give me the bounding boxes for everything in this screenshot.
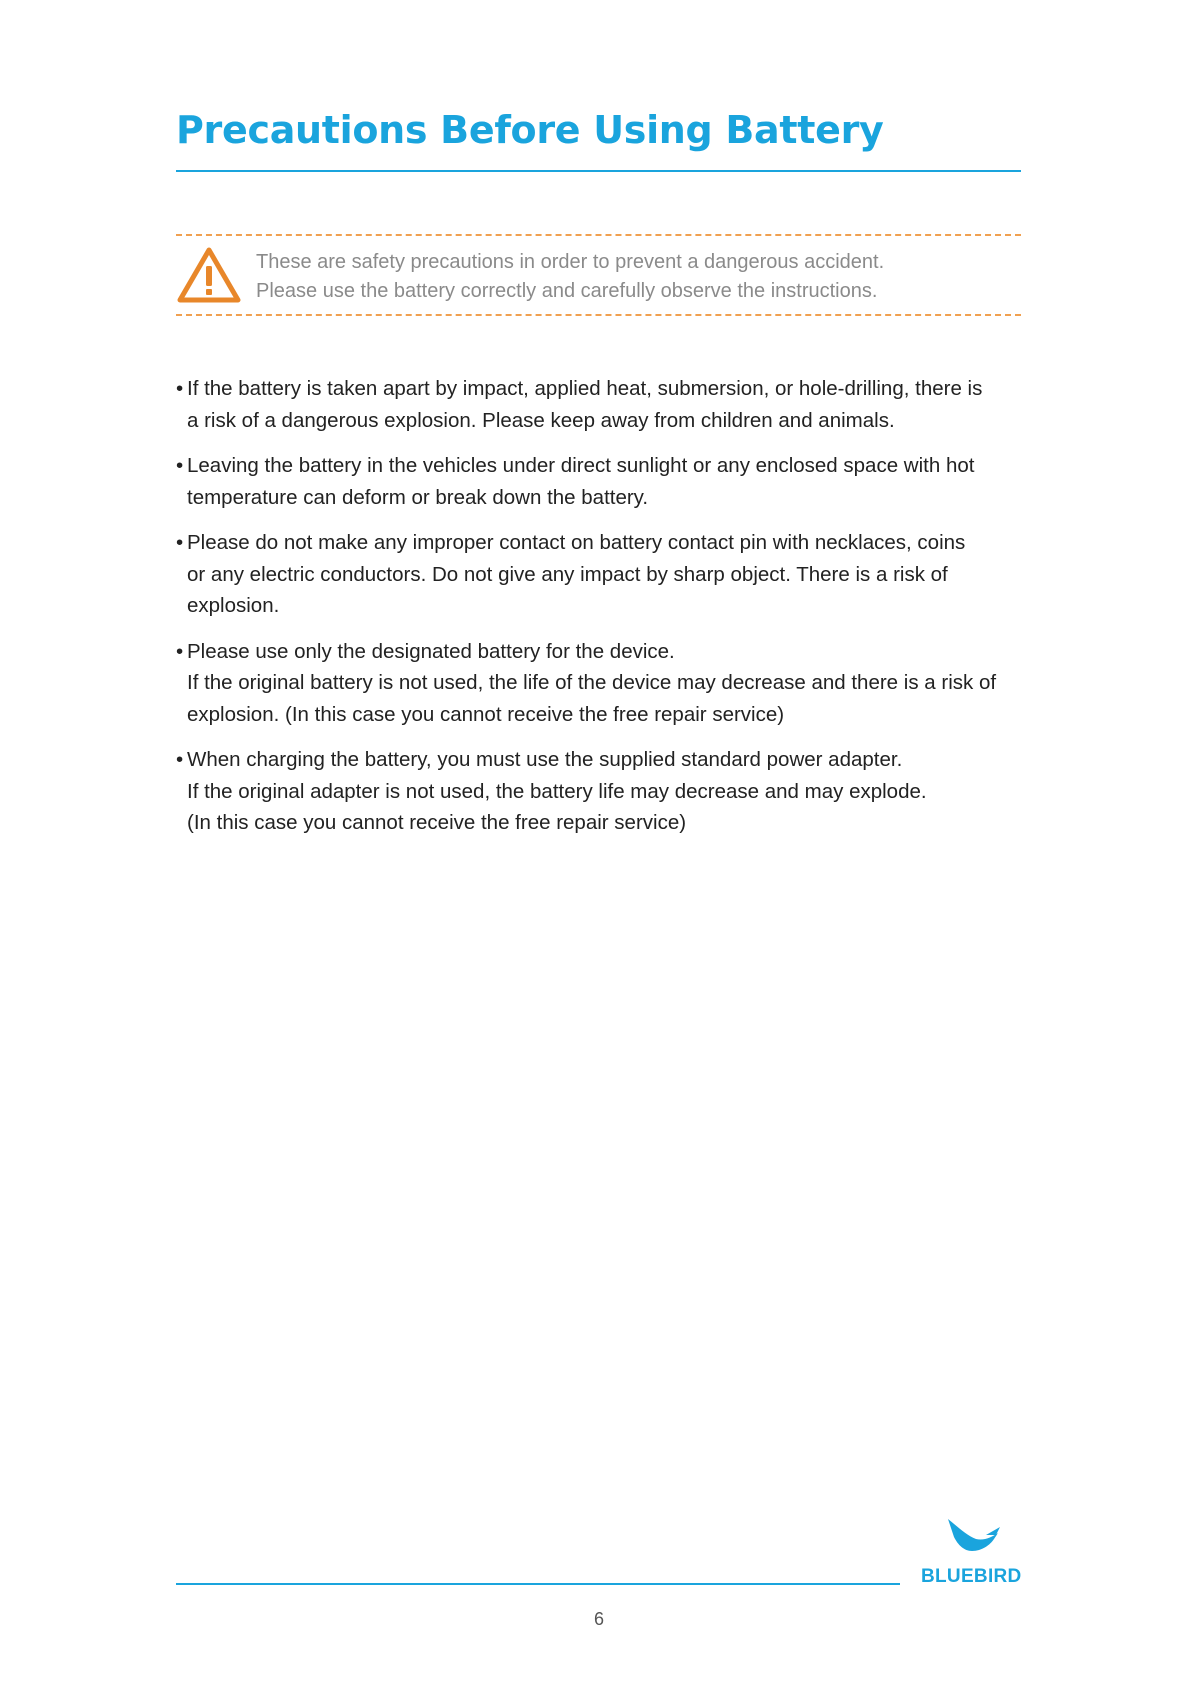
precaution-list (176, 373, 1036, 853)
bullet-marker: • (176, 748, 184, 771)
footer-divider (176, 1583, 900, 1585)
precaution-item (176, 744, 1036, 839)
precaution-text: a risk of a dangerous explosion. Please keep away from children and animals. (187, 408, 895, 432)
bullet-marker: • (176, 377, 184, 400)
precaution-item (176, 450, 1036, 513)
bluebird-logo-icon (946, 1517, 1002, 1555)
bullet-marker: • (176, 531, 184, 554)
bluebird-logo (918, 1517, 1024, 1587)
precaution-text: If the battery is taken apart by impact, applied heat, submersion, or hole-drilling, there is (187, 377, 983, 400)
warning-triangle-icon (176, 246, 242, 304)
precaution-text: explosion. (In this case you cannot receive the free repair service) (187, 702, 785, 726)
warning-callout (176, 234, 1021, 316)
page-number: 6 (593, 1609, 604, 1629)
page-title: Precautions Before Using Battery (176, 108, 884, 152)
warning-line: These are safety precautions in order to prevent a dangerous accident. (256, 251, 885, 273)
precaution-text: Leaving the battery in the vehicles under direct sunlight or any enclosed space with hot (187, 454, 975, 477)
bullet-marker: • (176, 639, 184, 663)
precaution-text: Please do not make any improper contact on battery contact pin with necklaces, coins (187, 531, 966, 554)
precaution-text: (In this case you cannot receive the free repair service) (187, 811, 687, 834)
logo-wordmark: BLUEBIRD (921, 1566, 1022, 1587)
precaution-text: explosion. (187, 594, 280, 617)
precaution-item (176, 636, 1036, 731)
precaution-item (176, 527, 1036, 622)
precaution-item (176, 373, 1036, 436)
precaution-text: Please use only the designated battery for the device. (187, 639, 675, 663)
precaution-text: If the original battery is not used, the life of the device may decrease and there is a risk of (187, 671, 997, 694)
title-divider (176, 170, 1021, 172)
warning-line: Please use the battery correctly and carefully observe the instructions. (256, 280, 878, 302)
precaution-text: When charging the battery, you must use the supplied standard power adapter. (187, 748, 903, 771)
precaution-text: or any electric conductors. Do not give any impact by sharp object. There is a risk of (187, 562, 948, 586)
warning-text (256, 248, 884, 306)
bullet-marker: • (176, 454, 184, 477)
precaution-text: If the original adapter is not used, the battery life may decrease and may explode. (187, 779, 927, 803)
precaution-text: temperature can deform or break down the battery. (187, 485, 649, 509)
